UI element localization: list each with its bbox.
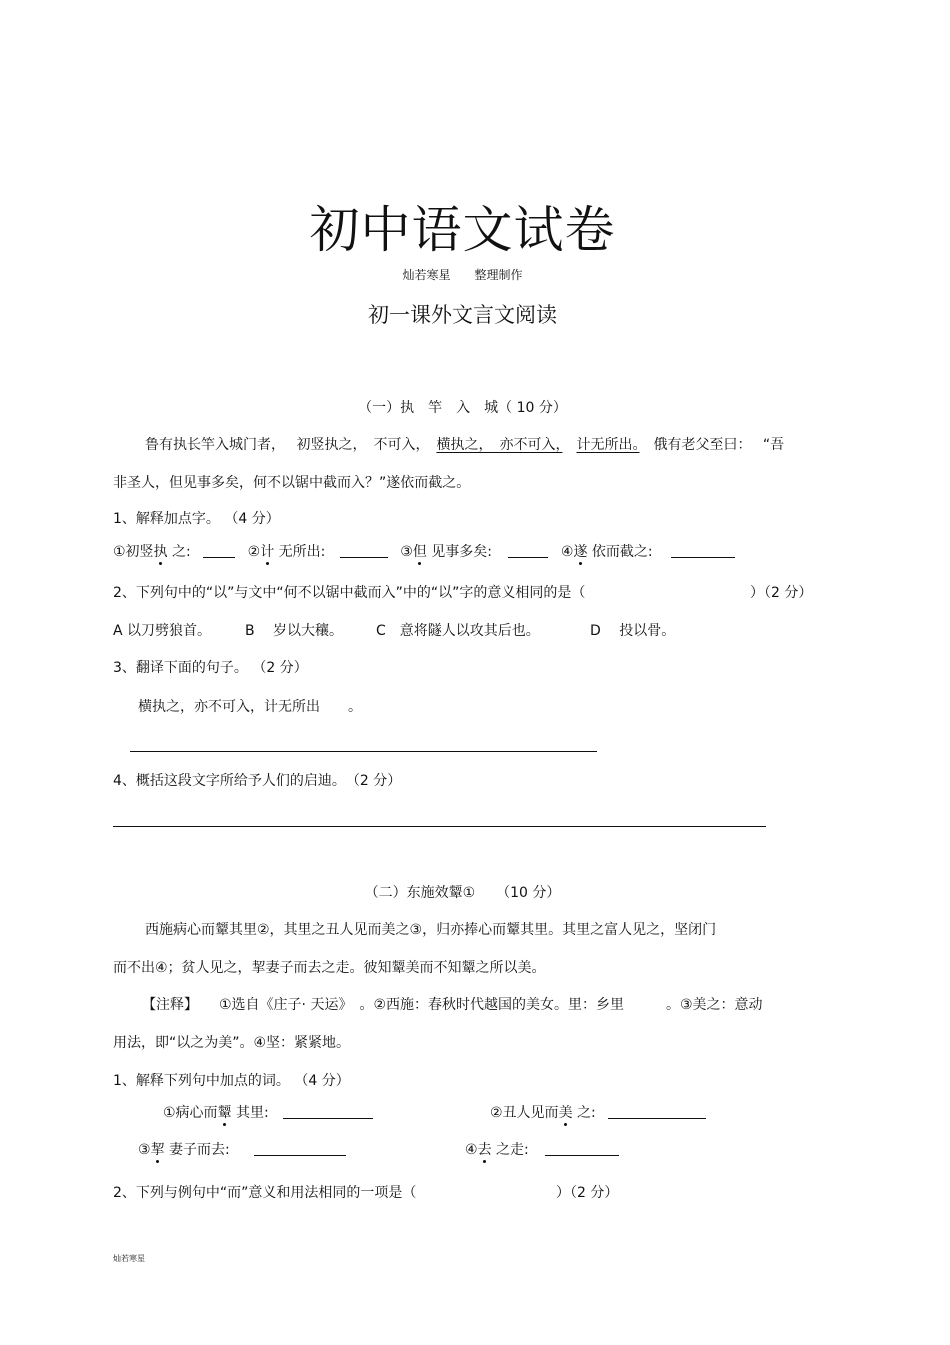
p1-q1-item2-post: 无所出: <box>274 544 326 560</box>
p1-q2-prompt: 2、下列句中的“以”与文中“何不以锯中截而入”中的“以”字的意义相同的是（ <box>113 585 586 601</box>
answer-blank[interactable] <box>608 1103 706 1119</box>
p2-q1-item1-pre: ①病心而 <box>163 1105 218 1121</box>
page-footer: 灿若寒星 <box>113 1254 145 1263</box>
answer-line[interactable] <box>130 751 597 752</box>
passage1-line1 <box>145 435 784 455</box>
p1-q3-sentence: 横执之，亦不可入，计无所出 。 <box>138 699 362 715</box>
p2-q1-item4 <box>465 1140 619 1160</box>
passage1-underlined-2: 计无所出。 <box>576 437 640 453</box>
p1-q1-prompt: 1、解释加点字。 （4 分） <box>113 511 280 527</box>
p2-q1-item1-post: 其里: <box>231 1105 269 1121</box>
p2-q1-item2-post: 之: <box>572 1105 596 1121</box>
p1-q2-option-b[interactable]: B 岁以大穰。 <box>245 623 344 639</box>
p2-q1-item3-dotted: 挈 <box>150 1142 165 1158</box>
passage1-line2: 非圣人，但见事多矣，何不以锯中截而入？”遂依而截之。 <box>113 475 471 491</box>
answer-blank[interactable] <box>254 1140 346 1156</box>
passage1-underlined-1: 横执之， 亦不可入， <box>436 437 563 453</box>
passage2-line2: 而不出④；贫人见之，挈妻子而去之走。彼知颦美而不知颦之所以美。 <box>113 960 546 976</box>
p1-q1-item2-pre: ② <box>247 544 261 560</box>
answer-blank[interactable] <box>340 542 388 558</box>
p1-q1-item1-pre: ①初竖 <box>113 544 154 560</box>
passage2-title: （二）东施效颦① （10 分） <box>364 885 561 901</box>
p1-q2-end: ）（2 分） <box>750 585 813 601</box>
p1-q3-prompt: 3、翻译下面的句子。 （2 分） <box>113 660 308 676</box>
p2-q1-prompt: 1、解释下列句中加点的词。 （4 分） <box>113 1073 350 1089</box>
p2-q1-item2-dotted: 美 <box>558 1105 573 1121</box>
p2-q1-item2 <box>490 1103 706 1123</box>
p2-q2-end: ）（2 分） <box>556 1185 619 1201</box>
p1-q1-items <box>113 542 735 562</box>
p2-q2-prompt: 2、下列与例句中“而”意义和用法相同的一项是（ <box>113 1185 417 1201</box>
p2-q1-item2-pre: ②丑人见而 <box>490 1105 559 1121</box>
p2-q1-item1 <box>163 1103 373 1123</box>
p1-q1-item3-pre: ③ <box>400 544 413 560</box>
passage2-line1: 西施病心而颦其里②，其里之丑人见而美之③，归亦捧心而颦其里。其里之富人见之，坚闭门 <box>145 922 717 938</box>
answer-blank[interactable] <box>203 542 235 558</box>
passage1-title: （一）执 竿 入 城（ 10 分） <box>358 400 567 416</box>
p1-q2-option-c[interactable]: C 意将隧人以攻其后也。 <box>376 623 540 639</box>
page-title: 初中语文试卷 <box>309 201 616 259</box>
passage1-line1-c: 俄有老父至曰： “吾 <box>639 437 785 453</box>
p1-q1-item4-dotted: 遂 <box>573 544 588 560</box>
passage1-line1-b <box>562 437 576 453</box>
p1-q1-item1-post: 之: <box>167 544 191 560</box>
passage2-note1: 【注释】 ①选自《庄子· 天运》 。②西施：春秋时代越国的美女。里：乡里 。③美之：意动 <box>142 997 763 1013</box>
p2-q1-item3 <box>138 1140 346 1160</box>
passage2-note2: 用法，即“以之为美”。④坚：紧紧地。 <box>113 1035 351 1051</box>
answer-blank[interactable] <box>671 542 735 558</box>
p1-q1-item1-dotted: 执 <box>153 544 168 560</box>
p1-q1-item4-pre: ④ <box>560 544 574 560</box>
passage1-line1-a: 鲁有执长竿入城门者， 初竖执之， 不可入， <box>145 437 437 453</box>
p2-q1-item3-post: 妻子而去: <box>164 1142 230 1158</box>
p1-q1-item4-post: 依而截之: <box>587 544 653 560</box>
p2-q1-item4-post: 之走: <box>491 1142 529 1158</box>
p1-q2-option-a[interactable]: A 以刀劈狼首。 <box>113 623 212 639</box>
p2-q1-item1-dotted: 颦 <box>217 1105 232 1121</box>
p2-q1-item4-pre: ④ <box>465 1142 478 1158</box>
section-heading: 初一课外文言文阅读 <box>368 303 557 327</box>
answer-line[interactable] <box>113 826 766 827</box>
p1-q1-item3-post: 见事多矣: <box>426 544 493 560</box>
p1-q1-item2-dotted: 计 <box>260 544 275 560</box>
answer-blank[interactable] <box>545 1140 619 1156</box>
p2-q1-item3-pre: ③ <box>138 1142 151 1158</box>
p1-q1-item3-dotted: 但 <box>412 544 427 560</box>
page-subtitle: 灿若寒星 整理制作 <box>402 268 523 282</box>
answer-blank[interactable] <box>508 542 548 558</box>
p1-q4-prompt: 4、概括这段文字所给予人们的启迪。 （2 分） <box>113 773 402 789</box>
p1-q2-option-d[interactable]: D 投以骨。 <box>590 623 676 639</box>
p2-q1-item4-dotted: 去 <box>477 1142 492 1158</box>
answer-blank[interactable] <box>283 1103 373 1119</box>
